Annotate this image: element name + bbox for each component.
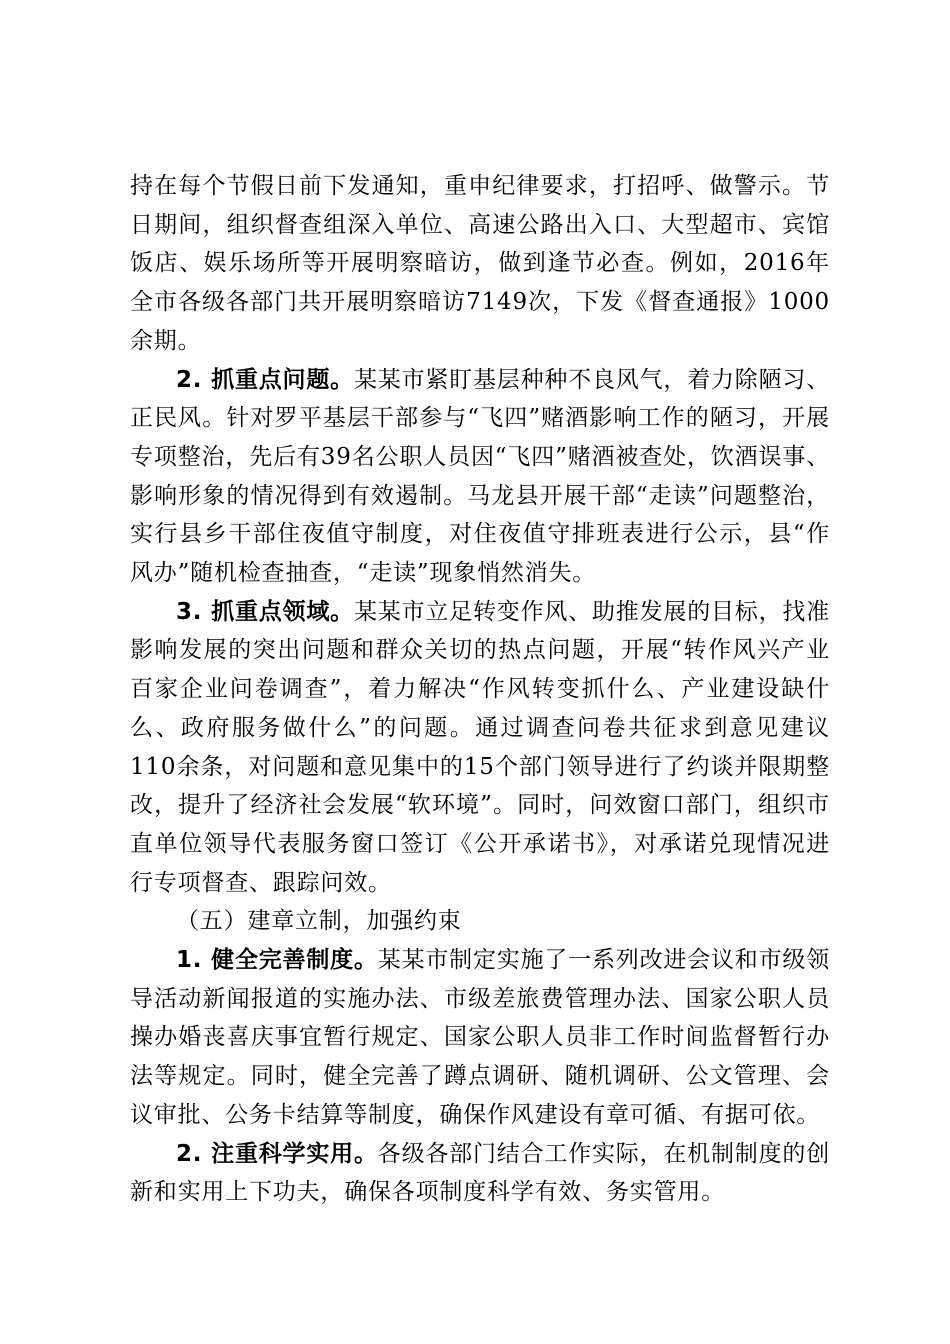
paragraph-lead: 3. 抓重点领域。 (176, 598, 354, 625)
paragraph-lead: 2. 抓重点问题。 (176, 366, 354, 393)
paragraph-text: 某某市制定实施了一系列改进会议和市级领导活动新闻报道的实施办法、市级差旅费管理办法、国家公职人员操办婚丧喜庆事宜暂行规定、国家公职人员非工作时间监督暂行办法等规定。同时，健全完善了蹲点调研、随机调研、公文管理、会议审批、公务卡结算等制度，确保作风建设有章可循、有据可依。 (130, 947, 830, 1128)
section-heading: （五）建章立制，加强约束 (176, 908, 462, 935)
paragraph-lead: 2. 注重科学实用。 (176, 1140, 378, 1167)
paragraph-text: 某某市立足转变作风、助推发展的目标，找准影响发展的突出问题和群众关切的热点问题，开展“转作风兴产业百家企业问卷调查”，着力解决“作风转变抓什么、产业建设缺什么、政府服务做什么”的问题。通过调查问卷共征求到意见建议110余条，对问题和意见集中的15个部门领导进行了约谈并限期整改，提升了经济社会发展“软环境”。同时，问效窗口部门，组织市直单位领导代表服务窗口签订《公开承诺书》，对承诺兑现情况进行专项督查、跟踪问效。 (130, 598, 831, 896)
paragraph-text: 各级各部门结合工作实际，在机制制度的创新和实用上下功夫，确保各项制度科学有效、务实管用。 (130, 1140, 830, 1206)
paragraph-text: 持在每个节假日前下发通知，重申纪律要求，打招呼、做警示。节日期间，组织督查组深入单位、高速公路出入口、大型超市、宾馆饭店、娱乐场所等开展明察暗访，做到逢节必查。例如，2016年全市各级各部门共开展明察暗访7149次，下发《督查通报》1000余期。 (130, 173, 830, 354)
paragraph-improve-system (130, 941, 830, 1135)
paragraph-key-areas (130, 593, 830, 903)
paragraph-lead: 1. 健全完善制度。 (176, 947, 378, 974)
paragraph-key-issues (130, 361, 830, 593)
paragraph-scientific-practical (130, 1135, 830, 1212)
document-page (130, 167, 830, 1212)
paragraph-text: 某某市紧盯基层种种不良风气，着力除陋习、正民风。针对罗平基层干部参与“飞四”赌酒影响工作的陋习，开展专项整治，先后有39名公职人员因“飞四”赌酒被查处，饮酒误事、影响形象的情况得到有效遏制。马龙县开展干部“走读”问题整治，实行县乡干部住夜值守制度，对住夜值守排班表进行公示，县“作风办”随机检查抽查，“走读”现象悄然消失。 (130, 366, 831, 587)
paragraph-continuation (130, 167, 830, 361)
